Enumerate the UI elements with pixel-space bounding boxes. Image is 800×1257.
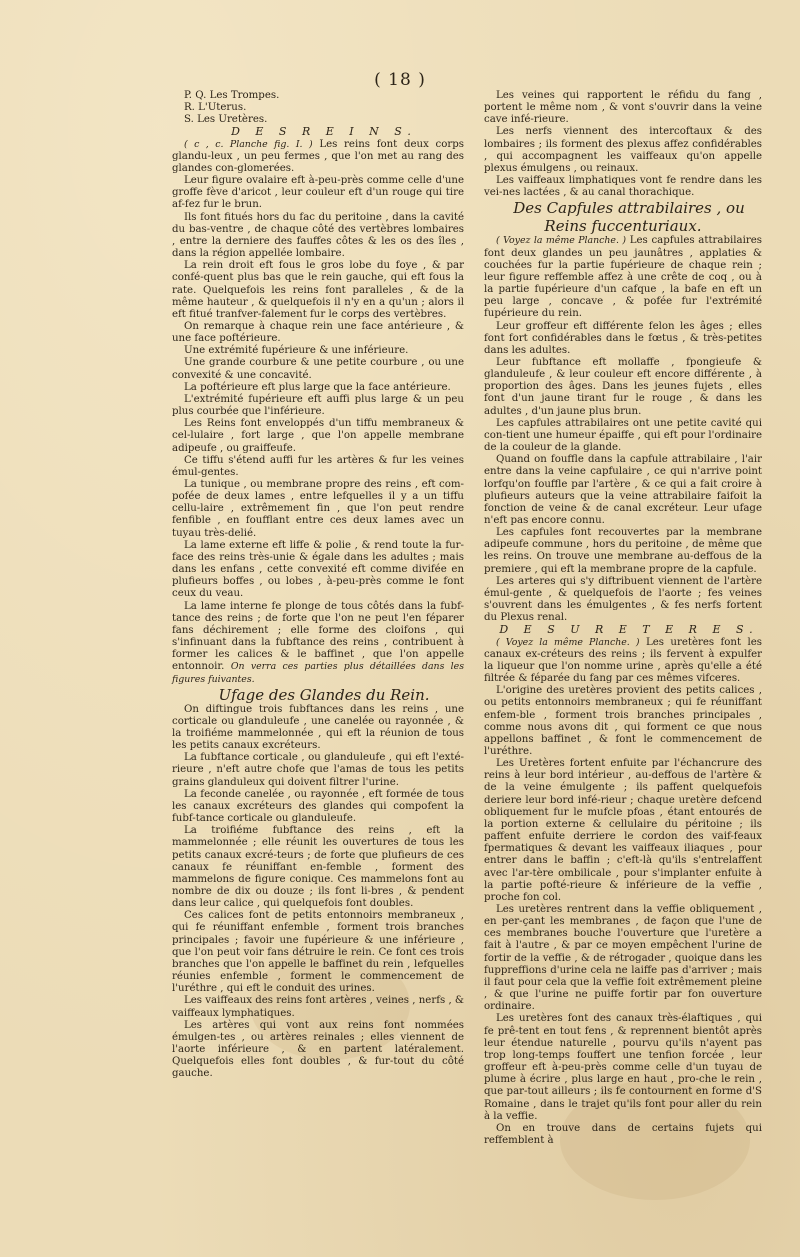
- plate-reference: ( c , c. Planche fig. I. ): [184, 138, 313, 150]
- paragraph: Ces calices font de petits entonnoirs membraneux , qui fe réuniffant enfemble , forment trois branches principales ; favoir une fupérieure & une inférieure , que l'on peut voir fans détruire le rein. Ce font ces trois branches que l'on appelle le baffinet du rein , lefquelles réunies enfemble , forment le commencement de l'uréthre , qui eft le conduit des urines.: [172, 910, 464, 995]
- paragraph: Les arteres qui s'y diftribuent viennent de l'artère émul-gente , & quelquefois de l'aorte ; fes veines s'ouvrent dans les émulgentes , & fes nerfs fortent du Plexus renal.: [484, 575, 762, 624]
- paragraph-text: Les capfules attrabilaires font deux glandes un peu jaunâtres , applaties & couchées fur la partie fupérieure de chaque rein ; leur figure reffemble affez à une crête de coq , ou à la partie fupérieure d'un cafque , la bafe en eft un peu large , concave , & pofée fur l'extrémité fupérieure du rein.: [484, 235, 762, 320]
- paragraph: La rein droit eft fous le gros lobe du foye , & par confé-quent plus bas que le rein gauche, qui eft fous la rate. Quelquefois les reins font paralleles , & de la même hauteur , & quelquefois il n'y en a qu'un ; alors il eft fitué tranfver-falement fur le corps des vertèbres.: [172, 260, 464, 320]
- paragraph-text: Les reins font deux corps glandu-leux , un peu fermes , que l'on met au rang des glandes con-glomerées.: [172, 138, 464, 174]
- paragraph: La troifiéme fubftance des reins , eft la mammelonnée ; elle réunit les ouvertures de tous les petits canaux excré-teurs ; de forte que plufieurs de ces canaux fe réuniffant en-femble , forment des mammelons de figure conique. Ces mammelons font au nombre de dix ou douze ; ils font li-bres , & pendent dans leur calice , qui quelquefois font doubles.: [172, 825, 464, 910]
- paragraph: Les uretères font des canaux très-élaftiques , qui fe prê-tent en tout fens , & reprennent bientôt après leur étendue naturelle , pourvu qu'ils n'ayent pas trop long-temps fouffert une tenfion forcée , leur groffeur eft à-peu-près comme celle d'un tuyau de plume à écrire , plus large en haut , pro-che le rein , que par-tout ailleurs ; ils fe contournent en forme d'S Romaine , dans le trajet qu'ils font pour aller du rein à la veffie.: [484, 1013, 762, 1122]
- paragraph-text: Les uretères font les canaux ex-créteurs des reins ; ils fervent à expulfer la liqueur que l'on nomme urine , après qu'elle a été filtrée & féparée du fang par ces mêmes vifceres.: [484, 636, 763, 685]
- paragraph: L'origine des uretères provient des petits calices , ou petits entonnoirs membraneux ; qui fe réuniffant enfem-ble , forment trois branches principales , comme nous avons dit , qui forment ce que nous appellons baffinet , & font le commencement de l'uréthre.: [484, 685, 762, 757]
- paragraph: Quand on fouffle dans la capfule attrabilaire , l'air entre dans la veine capfulaire , ce qui n'arrive point lorfqu'on fouffle par l'artère , & ce qui a fait croire à plufieurs auteurs que la veine attrabilaire faifoit la fonction de veine & de canal excréteur. Leur ufage n'eft pas encore connu.: [484, 454, 762, 526]
- paragraph: Les Reins font enveloppés d'un tiffu membraneux & cel-lulaire , fort large , que l'on appelle membrane adipeufe , ou graiffeufe.: [172, 418, 464, 454]
- paragraph: Une grande courbure & une petite courbure , ou une convexité & une concavité.: [172, 357, 464, 381]
- paragraph: [172, 139, 464, 175]
- paragraph-text: La lame interne fe plonge de tous côtés dans la fubf-tance des reins ; de forte que l'on ne peut l'en féparer fans déchirement ; elle forme des cloifons , qui s'infinuant dans la fubftance des reins , contribuent à former les calices & le baffinet , que l'on appelle entonnoir.: [172, 600, 464, 673]
- paragraph: [484, 637, 762, 686]
- paragraph: Une extrémité fupérieure & une inférieure.: [184, 345, 409, 357]
- plate-reference: ( Voyez la même Planche. ): [496, 636, 640, 648]
- section-heading-ureteres: D E S U R E T E R E S.: [499, 623, 759, 637]
- legend-line: R. L'Uterus.: [184, 102, 247, 114]
- paragraph: [484, 235, 762, 320]
- paragraph: L'extrémité fupérieure eft auffi plus large & un peu plus courbée que l'inférieure.: [172, 393, 464, 418]
- section-heading-usage: Ufage des Glandes du Rein.: [218, 685, 430, 704]
- paragraph: Les artères qui vont aux reins font nommées émulgen-tes , ou artères reinales ; elles viennent de l'aorte inférieure , & en partent latéralement. Quelquefois elles font doubles , & fur-tout du côté gauche.: [172, 1019, 464, 1080]
- figure-note: On verra ces parties plus détaillées dans les figures fuivantes.: [172, 661, 464, 685]
- paragraph: Les veines qui rapportent le réfidu du fang , portent le même nom , & vont s'ouvrir dans la veine cave infé-rieure.: [484, 90, 762, 126]
- paragraph: On diftingue trois fubftances dans les reins , une corticale ou glanduleufe , une canelée ou rayonnée , & la troifiéme mammelonnée , qui eft la réunion de tous les petits canaux excréteurs.: [172, 703, 464, 752]
- section-heading-capsules: Des Capfules attrabilaires , ou Reins fuccenturiaux.: [513, 199, 745, 236]
- plate-reference: ( Voyez la même Planche. ): [496, 235, 627, 247]
- paragraph: Les capfules attrabilaires ont une petite cavité qui con-tient une humeur épaiffe , qui eft pour l'ordinaire de la couleur de la glande.: [484, 417, 762, 454]
- paragraph: Les uretères rentrent dans la veffie obliquement , en per-çant les membranes , de façon que l'une de ces membranes bouche l'ouverture que l'uretère a fait à l'autre , & par ce moyen empêchent l'urine de fortir de la veffie , & de rétrogader , quoique dans les fuppreffions d'urine cela ne laiffe pas d'arriver ; mais il faut pour cela que la veffie foit extrêmement pleine , & que l'urine ne puiffe fortir par fon ouverture ordinaire.: [484, 904, 762, 1013]
- paragraph: Ce tiffu s'étend auffi fur les artères & fur les veines émul-gentes.: [172, 454, 464, 478]
- paragraph: On en trouve dans de certains fujets qui reffemblent à: [484, 1122, 762, 1146]
- paragraph: Leur fubftance eft mollaffe , fpongieufe & glanduleufe , & leur couleur eft encore différente , à proportion des âges. Dans les jeunes fujets , elles font d'un jaune tirant fur le rouge , & dans les adultes , d'un jaune plus brun.: [484, 356, 762, 417]
- paragraph: Leur figure ovalaire eft à-peu-près comme celle d'une groffe fève d'aricot , leur couleur eft d'un rouge qui tire af-fez fur le brun.: [172, 175, 464, 211]
- paragraph: La lame externe eft liffe & polie , & rend toute la fur-face des reins très-unie & égale dans les adultes ; mais dans les enfans , cette convexité eft comme divifée en plufieurs boffes , ou lobes , à-peu-près comme le font ceux du veau.: [172, 539, 464, 600]
- paragraph: [172, 601, 464, 686]
- left-column: [172, 90, 464, 1081]
- paragraph: Les vaiffeaux limphatiques vont fe rendre dans les vei-nes lactées , & au canal thorachique.: [484, 175, 762, 199]
- section-heading-reins: D E S R E I N S.: [231, 125, 417, 139]
- paragraph: Les nerfs viennent des intercoftaux & des lombaires ; ils forment des plexus affez confidérables , qui accompagnent les vaiffeaux qu'on appelle plexus émulgens , ou reinaux.: [484, 126, 762, 174]
- legend-line: S. Les Uretères.: [184, 114, 268, 126]
- legend-line: P. Q. Les Trompes.: [184, 90, 280, 101]
- paragraph: Les Uretères fortent enfuite par l'échancrure des reins à leur bord intérieur , au-deffous de l'artère & de la veine émulgente ; ils paffent quelquefois deriere leur bord infé-rieur ; chaque uretère defcend obliquement fur le mufcle pfoas , étant entourés de la portion externe & cellulaire du péritoine ; ils paffent enfuite derriere le cordon des vaif-feaux fpermatiques & devant les vaiffeaux iliaques , pour entrer dans le baffin ; c'eft-là qu'ils s'entrelaffent avec l'ar-tère ombilicale , pour s'implanter enfuite à la partie pofté-rieure & inférieure de la veffie , proche fon col.: [484, 758, 762, 903]
- paragraph: On remarque à chaque rein une face antérieure , & une face poftérieure.: [172, 320, 464, 345]
- paragraph: La fubftance corticale , ou glanduleufe , qui eft l'exté-rieure , n'eft autre chofe que l'amas de tous les petits grains glanduleux qui doivent filtrer l'urine.: [172, 752, 464, 788]
- paragraph: Les capfules font recouvertes par la membrane adipeufe commune , hors du peritoine , de même que les reins. On trouve une membrane au-deffous de la premiere , qui eft la membrane propre de la capfule.: [484, 527, 762, 575]
- paragraph: La tunique , ou membrane propre des reins , eft com-pofée de deux lames , entre lefquelles il y a un tiffu cellu-laire , extrêmement fin , que l'on peut rendre fenfible , en foufflant entre ces deux lames avec un tuyau très-delié.: [172, 479, 464, 539]
- paragraph: Leur groffeur eft différente felon les âges ; elles font fort confidérables dans le fœtus , & très-petites dans les adultes.: [484, 320, 762, 356]
- page-number: ( 18 ): [374, 70, 426, 90]
- paragraph: La poftérieure eft plus large que la face antérieure.: [184, 381, 451, 393]
- right-column: [484, 90, 762, 1147]
- paragraph: Les vaiffeaux des reins font artères , veines , nerfs , & vaiffeaux lymphatiques.: [172, 995, 464, 1019]
- paragraph: Ils font fitués hors du fac du peritoine , dans la cavité du bas-ventre , de chaque côté des vertèbres lombaires , entre la derniere des fauffes côtes & les os des îles , dans la région appellée lombaire.: [172, 211, 464, 260]
- paragraph: La feconde canelée , ou rayonnée , eft formée de tous les canaux excréteurs des glandes qui compofent la fubf-tance corticale ou glanduleufe.: [172, 788, 464, 825]
